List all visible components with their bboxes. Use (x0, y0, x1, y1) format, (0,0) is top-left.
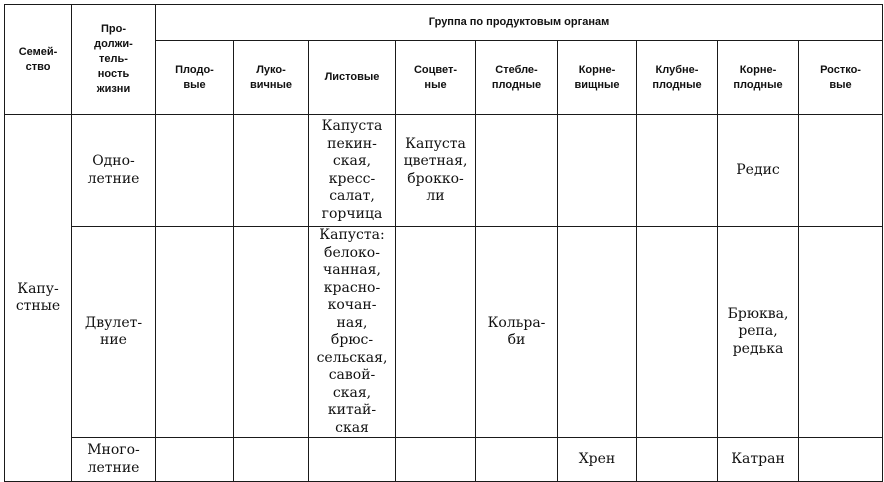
family-cell: Капу- стные (5, 115, 72, 482)
table-cell (396, 438, 476, 482)
table-cell (637, 227, 718, 438)
header-family: Семей- ство (5, 5, 72, 115)
table-row (5, 227, 883, 438)
crop-classification-table (4, 4, 883, 482)
table-cell: Кольра- би (476, 227, 558, 438)
table-cell (234, 227, 309, 438)
duration-cell: Одно- летние (72, 115, 156, 227)
header-organ: Плодо- вые (156, 41, 234, 115)
table-cell (637, 438, 718, 482)
table-cell (156, 227, 234, 438)
header-organ: Клубне- плодные (637, 41, 718, 115)
header-organ: Листовые (309, 41, 396, 115)
table-cell: Хрен (558, 438, 637, 482)
header-group: Группа по продуктовым органам (156, 5, 883, 41)
table-cell (309, 438, 396, 482)
header-organ: Корне- плодные (718, 41, 799, 115)
header-organ: Ростко- вые (799, 41, 883, 115)
table-cell: Капуста цветная, брокко- ли (396, 115, 476, 227)
table-cell: Брюква, репа, редька (718, 227, 799, 438)
table-row (5, 115, 883, 227)
table-cell (799, 115, 883, 227)
header-organ: Луко- вичные (234, 41, 309, 115)
table-cell: Катран (718, 438, 799, 482)
header-duration: Про- должи- тель- ность жизни (72, 5, 156, 115)
table-cell (558, 115, 637, 227)
table-cell (234, 438, 309, 482)
table-cell (234, 115, 309, 227)
table-cell (558, 227, 637, 438)
table-cell: Редис (718, 115, 799, 227)
table-cell (396, 227, 476, 438)
table-cell (476, 115, 558, 227)
header-organ: Соцвет- ные (396, 41, 476, 115)
table-cell (799, 438, 883, 482)
table-cell (156, 115, 234, 227)
table-cell (156, 438, 234, 482)
table-row (5, 438, 883, 482)
duration-cell: Двулет- ние (72, 227, 156, 438)
duration-cell: Много- летние (72, 438, 156, 482)
table-cell (476, 438, 558, 482)
header-organ: Стебле- плодные (476, 41, 558, 115)
header-row-group (5, 5, 883, 41)
table-cell: Капуста пекин- ская, кресс- салат, горчица (309, 115, 396, 227)
table-cell (637, 115, 718, 227)
table-cell: Капуста: белоко- чанная, красно- кочан- ная, брюс- сельская, савой- ская, китай- ская (309, 227, 396, 438)
header-organ: Корне- вищные (558, 41, 637, 115)
table-cell (799, 227, 883, 438)
